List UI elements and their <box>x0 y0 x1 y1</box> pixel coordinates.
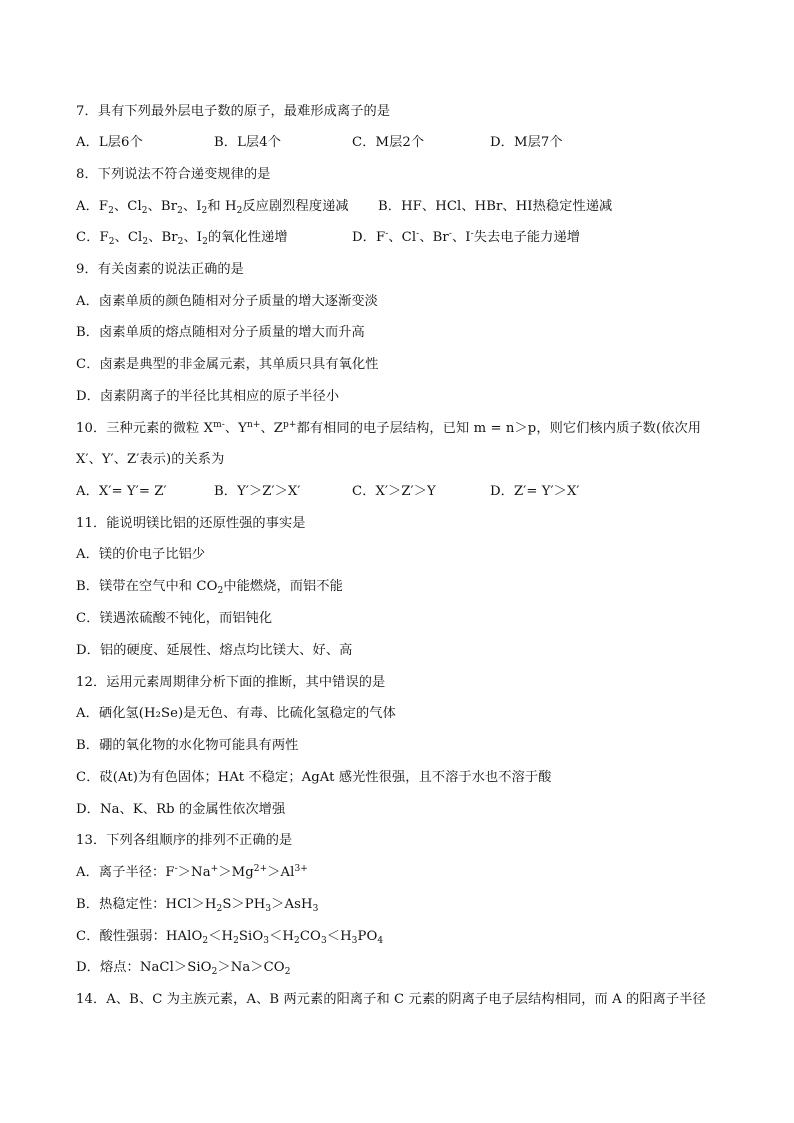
q8-option-b: B．HF、HCl、HBr、HI热稳定性递减 <box>378 199 613 214</box>
q10-stem-continued: X′、Y′、Z′表示)的关系为 <box>76 452 225 467</box>
q7-option-d: D．M层7个 <box>490 135 563 150</box>
q12-option-c: C．砹(At)为有色固体；HAt 不稳定；AgAt 感光性很强，且不溶于水也不溶于酸 <box>76 770 552 785</box>
q8-row-ab <box>76 197 736 217</box>
q13-option-a: A．离子半径：$F^->Na^+>Mg^{2+}>Al^{3+}$ <box>76 864 308 880</box>
q11-stem: 11．能说明镁比铝的还原性强的事实是 <box>76 516 306 531</box>
q12-option-b: B．硼的氧化物的水化物可能具有两性 <box>76 738 299 753</box>
q11-option-a: A．镁的价电子比铝少 <box>76 547 206 562</box>
q9-option-a: A．卤素单质的颜色随相对分子质量的增大逐渐变淡 <box>76 294 378 309</box>
q13-stem: 13．下列各组顺序的排列不正确的是 <box>76 833 293 848</box>
q8-option-a: A．$F_2$、$Cl_2$、$Br_2$、$I_2$和 $H_2$反应剧烈程度递减 <box>76 199 349 216</box>
q10-option-a: A．X′= Y′= Z′ <box>76 484 167 499</box>
q11-option-b: B．镁带在空气中和 $CO_2$中能燃烧，而铝不能 <box>76 579 343 596</box>
q13-option-c: C．酸性强弱：$HAlO_2<H_2SiO_3<H_2CO_3<H_3PO_4$ <box>76 929 384 946</box>
q10-option-d: D．Z′= Y′＞X′ <box>490 484 580 499</box>
q7-stem: 7．具有下列最外层电子数的原子，最难形成离子的是 <box>76 104 391 119</box>
q8-row-cd <box>76 228 736 248</box>
q7-option-b: B．L层4个 <box>214 135 282 150</box>
q10-stem: 10．三种元素的微粒 $X^{m-}$、$Y^{n+}$、$Z^{p+}$都有相同的电子层结构，已知 m = n＞p，则它们核内质子数(依次用 <box>76 420 702 436</box>
q10-option-c: C．X′＞Z′＞Y <box>352 484 436 499</box>
q9-option-d: D．卤素阴离子的半径比其相应的原子半径小 <box>76 389 340 404</box>
q13-option-d: D．熔点：$NaCl>SiO_2>Na>CO_2$ <box>76 960 291 977</box>
q12-option-d: D．Na、K、Rb 的金属性依次增强 <box>76 802 286 817</box>
q7-option-a: A．L层6个 <box>76 135 143 150</box>
q7-option-c: C．M层2个 <box>352 135 425 150</box>
q10-option-b: B．Y′＞Z′＞X′ <box>214 484 301 499</box>
q8-stem: 8．下列说法不符合递变规律的是 <box>76 167 271 182</box>
q9-stem: 9．有关卤素的说法正确的是 <box>76 262 244 277</box>
q11-option-c: C．镁遇浓硫酸不钝化，而铝钝化 <box>76 611 273 626</box>
q7-options <box>76 133 736 153</box>
q12-option-a: A．硒化氢(H₂Se)是无色、有毒、比硫化氢稳定的气体 <box>76 706 396 721</box>
q11-option-d: D．铝的硬度、延展性、熔点均比镁大、好、高 <box>76 643 353 658</box>
q8-option-c: C．$F_2$、$Cl_2$、$Br_2$、$I_2$的氧化性递增 <box>76 230 288 247</box>
q13-option-b: B．热稳定性：$HCl>H_2S>PH_3>AsH_3$ <box>76 897 319 914</box>
q9-option-b: B．卤素单质的熔点随相对分子质量的增大而升高 <box>76 325 365 340</box>
q12-stem: 12．运用元素周期律分析下面的推断，其中错误的是 <box>76 675 386 690</box>
q14-stem: 14．A、B、C 为主族元素，A、B 两元素的阳离子和 C 元素的阴离子电子层结构相同，而 A 的阳离子半径 <box>76 992 706 1007</box>
q10-options <box>76 482 736 502</box>
q8-option-d: D．F-、Cl-、Br-、I-失去电子能力递增 <box>352 229 581 245</box>
q9-option-c: C．卤素是典型的非金属元素，其单质只具有氧化性 <box>76 357 379 372</box>
